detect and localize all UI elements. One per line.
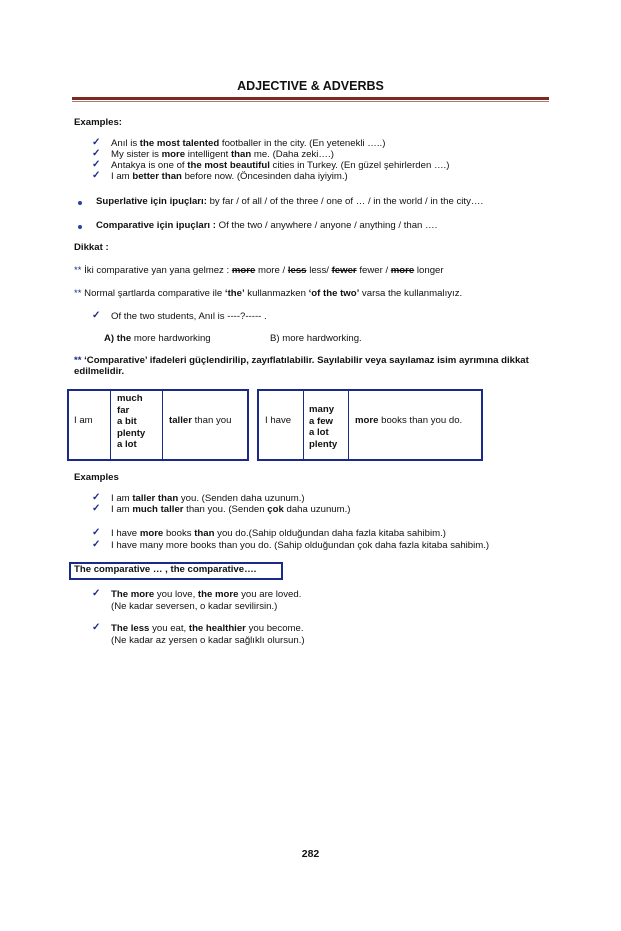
note-3-line-2: edilmelidir. [74, 366, 125, 377]
table-modifiers: many a few a lot plenty [309, 404, 338, 450]
check-icon: ✓ [92, 159, 101, 170]
check-icon: ✓ [92, 170, 101, 181]
example-2-1: I am taller than you. (Senden daha uzunum.) [111, 493, 305, 504]
comparative-rule: The comparative … , the comparative…. [74, 564, 257, 575]
table-divider [162, 391, 163, 459]
bullet-icon [78, 225, 82, 229]
quiz-question: Of the two students, Anıl is ----?----- . [111, 311, 267, 322]
example-2-4: I have many more books than you do. (Sahip olduğundan çok daha fazla kitaba sahibim.) [111, 540, 490, 551]
example-3: Antakya is one of the most beautiful cities in Turkey. (En güzel şehirlerden ….) [111, 160, 450, 171]
check-icon: ✓ [92, 539, 101, 550]
quiz-option-a: A) the more hardworking [104, 333, 211, 344]
example-1: Anıl is the most talented footballer in the city. (En yetenekli …..) [111, 138, 386, 149]
note-2: ** Normal şartlarda comparative ile ‘the’ kullanmazken ‘of the two’ varsa the kullanmalıyız. [74, 288, 463, 299]
table-subject: I have [265, 415, 292, 426]
example-2: My sister is more intelligent than me. (Daha zeki….) [111, 149, 334, 160]
note-1: ** İki comparative yan yana gelmez : more more / less less/ fewer fewer / more longer [74, 265, 444, 276]
check-icon: ✓ [92, 622, 101, 633]
page-title: ADJECTIVE & ADVERBS [237, 79, 384, 93]
table-divider [303, 391, 304, 459]
comparative-example-2-translation: (Ne kadar az yersen o kadar sağlıklı olursun.) [111, 635, 305, 646]
check-icon: ✓ [92, 588, 101, 599]
example-2-3: I have more books than you do.(Sahip olduğundan daha fazla kitaba sahibim.) [111, 528, 446, 539]
example-4: I am better than before now. (Öncesinden daha iyiyim.) [111, 171, 348, 182]
note-3-line-1: ** ‘Comparative’ ifadeleri güçlendirilip, zayıflatılabilir. Sayılabilir veya sayılamaz isim ayrımına dikkat [74, 355, 529, 366]
check-icon: ✓ [92, 527, 101, 538]
check-icon: ✓ [92, 148, 101, 159]
table-divider [110, 391, 111, 459]
check-icon: ✓ [92, 503, 101, 514]
modifier-table-nouns [257, 389, 483, 461]
check-icon: ✓ [92, 310, 101, 321]
comparative-tips: Comparative için ipuçları : Of the two / anywhere / anyone / anything / than …. [96, 220, 438, 231]
check-icon: ✓ [92, 137, 101, 148]
title-rule-thin [72, 101, 549, 102]
superlative-tips: Superlative için ipuçları: by far / of all / of the three / one of … / in the world / in the city…. [96, 196, 484, 207]
table-phrase: taller than you [169, 415, 232, 426]
table-phrase: more books than you do. [355, 415, 463, 426]
title-rule [72, 97, 549, 100]
check-icon: ✓ [92, 492, 101, 503]
bullet-icon [78, 201, 82, 205]
page-number: 282 [301, 848, 320, 860]
examples-2-heading: Examples [74, 472, 119, 483]
examples-heading: Examples: [74, 117, 122, 128]
modifier-table-adjectives [67, 389, 249, 461]
comparative-example-1: The more you love, the more you are loved. [111, 589, 302, 600]
table-divider [348, 391, 349, 459]
quiz-option-b: B) more hardworking. [270, 333, 362, 344]
dikkat-heading: Dikkat : [74, 242, 109, 253]
example-2-2: I am much taller than you. (Senden çok daha uzunum.) [111, 504, 351, 515]
comparative-example-2: The less you eat, the healthier you become. [111, 623, 304, 634]
comparative-example-1-translation: (Ne kadar seversen, o kadar sevilirsin.) [111, 601, 278, 612]
table-modifiers: much far a bit plenty a lot [117, 393, 146, 450]
table-subject: I am [74, 415, 93, 426]
